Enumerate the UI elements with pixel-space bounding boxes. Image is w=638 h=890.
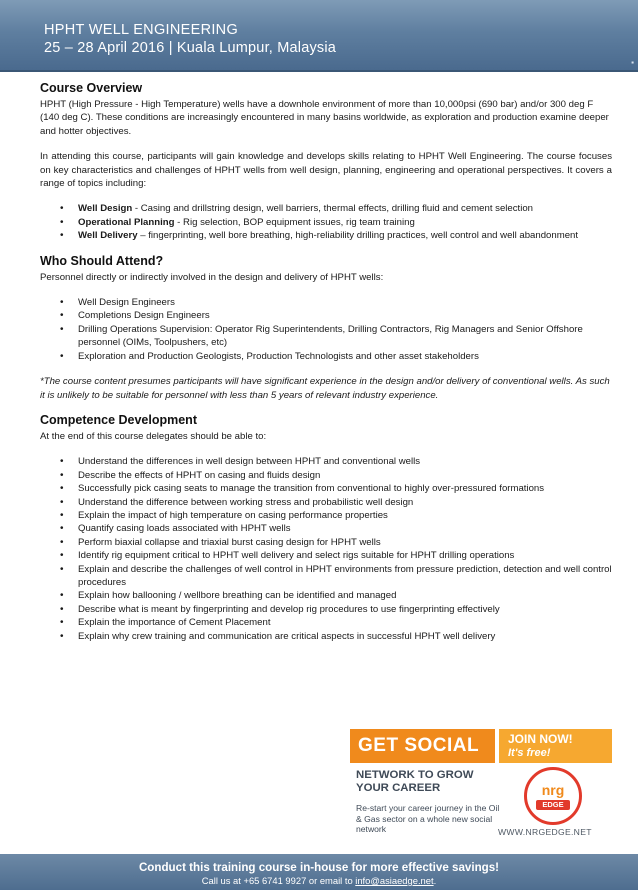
topic-term: Well Design [78,203,133,215]
contact-line [0,875,638,887]
list-item: • Describe what is meant by fingerprinting and develop rig procedures to use fingerprinting effectively [40,603,612,616]
list-item: • Drilling Operations Supervision: Operator Rig Superintendents, Drilling Contractors, Rig Managers and Senior Offshore personnel (OIMs, Toolpushers, etc) [40,323,612,350]
corner-mark: ▪ [631,58,634,67]
overview-heading: Course Overview [40,81,143,95]
restart-text: Re-start your career journey in the Oil & Gas sector on a whole new social network [356,803,500,835]
list-item: • Explain why crew training and communication are critical aspects in successful HPHT well delivery [40,630,612,643]
overview-paragraph-2: In attending this course, participants will gain knowledge and develops skills relating to HPHT Well Engineering. The course focuses on key characteristics and challenges of HPHT wells from well design, planning, engineering and operational perspectives. It covers a range of topics including: [40,151,612,190]
attend-list [40,296,612,363]
topic-term: Well Delivery [78,230,138,242]
list-item: • Understand the differences in well design between HPHT and conventional wells [40,455,612,468]
topic-desc: - Casing and drillstring design, well barriers, thermal effects, drilling fluid and cement selection [132,203,534,215]
competence-heading: Competence Development [40,412,197,427]
topic-term: Operational Planning [78,216,175,228]
experience-note: *The course content presumes participants will have significant experience in the design and/or delivery of conventional wells. As such it is unlikely to be suitable for personnel with less than 5 years of relevant industry experience. [40,376,610,401]
page-header [0,0,638,72]
nrgedge-advert[interactable] [348,727,614,844]
list-item: • Completions Design Engineers [40,309,612,322]
network-tagline: NETWORK TO GROW YOUR CAREER [356,769,474,794]
attend-heading: Who Should Attend? [40,253,164,268]
topics-list [40,202,612,242]
inhouse-cta: Conduct this training course in-house for more effective savings! [138,861,500,874]
list-item: • Exploration and Production Geologists, Production Technologists and other asset stakeholders [40,350,612,363]
list-item [40,216,612,229]
nrgedge-url-link[interactable]: WWW.NRGEDGE.NET [498,827,592,837]
list-item: • Explain the importance of Cement Placement [40,616,612,629]
contact-prefix: Call us at +65 6741 9927 or email to [201,875,356,886]
list-item: • Explain the impact of high temperature on casing performance properties [40,509,612,522]
join-now-badge[interactable] [499,729,612,763]
join-now-label: JOIN NOW! [508,732,573,746]
page-footer [0,854,638,890]
attend-intro: Personnel directly or indirectly involved in the design and delivery of HPHT wells: [40,271,384,283]
list-item: • Well Design Engineers [40,296,612,309]
list-item: • Explain and describe the challenges of well control in HPHT environments from pressure prediction, detection and well control procedures [40,563,612,590]
email-link[interactable]: info@asiaedge.net [355,875,434,886]
main-content [40,80,612,643]
logo-edge-text: EDGE [536,800,570,810]
list-item [40,202,612,215]
list-item: • Identify rig equipment critical to HPHT well delivery and select rigs suitable for HPHT drilling operations [40,549,612,562]
course-title: HPHT WELL ENGINEERING [44,22,239,38]
logo-nrg-text: nrg [541,782,565,798]
list-item: • Understand the difference between working stress and probabilistic well design [40,496,612,509]
competence-intro: At the end of this course delegates should be able to: [40,430,267,442]
overview-paragraph-1: HPHT (High Pressure - High Temperature) wells have a downhole environment of more than 10,000psi (690 bar) and/or 300 deg F (140 deg C). These conditions are increasingly encountered in many basins worldwide, as exploration and production examine deeper and hotter objectives. [40,99,609,137]
list-item: • Quantify casing loads associated with HPHT wells [40,522,612,535]
list-item: • Explain how ballooning / wellbore breathing can be identified and managed [40,589,612,602]
topic-desc: – fingerprinting, well bore breathing, high-reliability drilling practices, well control and well abandonment [137,230,579,242]
course-date-location: 25 – 28 April 2016 | Kuala Lumpur, Malaysia [44,40,337,56]
list-item: • Describe the effects of HPHT on casing and fluids design [40,469,612,482]
list-item: • Perform biaxial collapse and triaxial burst casing design for HPHT wells [40,536,612,549]
competence-list [40,455,612,643]
nrgedge-logo [524,767,582,825]
get-social-banner: GET SOCIAL [350,729,495,763]
list-item [40,229,612,242]
free-label: It's free! [508,747,551,759]
contact-suffix: . [433,875,437,886]
list-item: • Successfully pick casing seats to manage the transition from conventional to highly over-pressured formations [40,482,612,495]
topic-desc: - Rig selection, BOP equipment issues, rig team training [174,216,415,228]
